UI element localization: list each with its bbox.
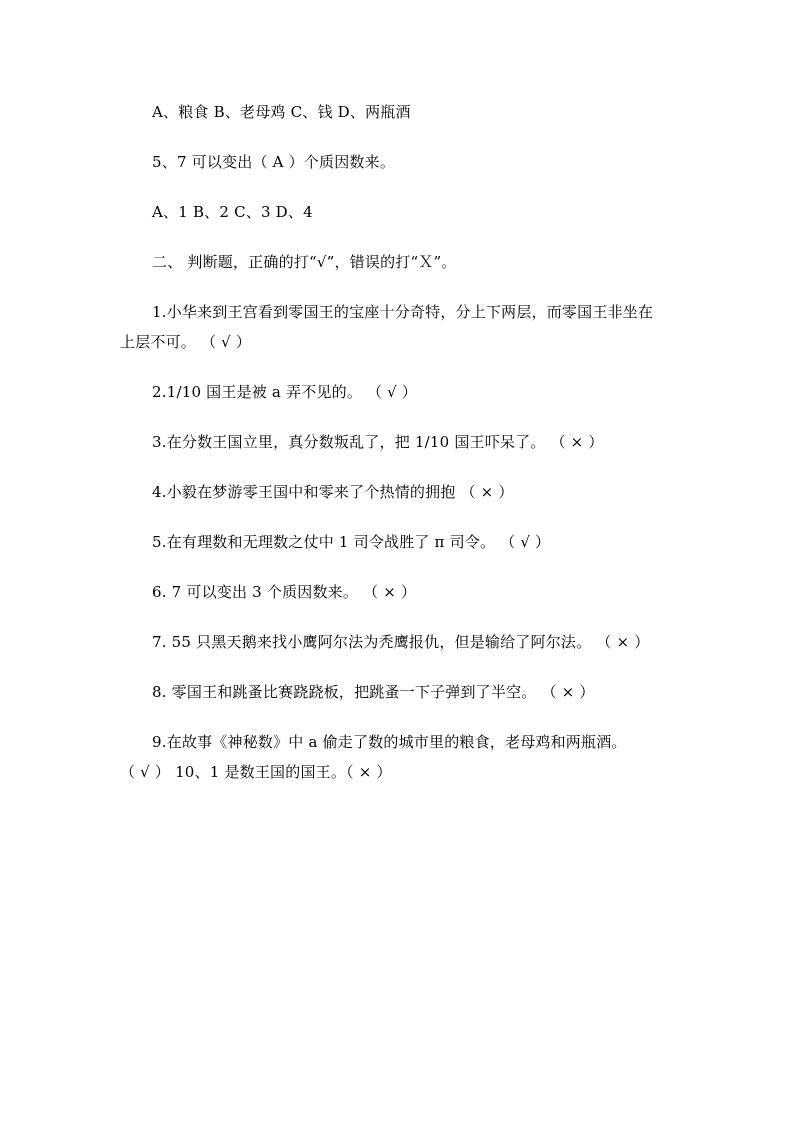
tf-item-5: 5.在有理数和无理数之仗中 1 司令战胜了 π 司令。 （ √ ） [152,533,551,551]
tf-item-3: 3.在分数王国立里，真分数叛乱了，把 1/10 国王吓呆了。 （ × ） [152,433,604,451]
tf-item-7: 7. 55 只黑天鹅来找小鹰阿尔法为秃鹰报仇，但是输给了阿尔法。 （ × ） [152,633,650,651]
tf-item-9-line-2: （ √ ） 10、1 是数王国的国王。（ × ） [120,763,392,781]
tf-item-9-line-1: 9.在故事《神秘数》中 a 偷走了数的城市里的粮食，老母鸡和两瓶酒。 [152,733,627,751]
tf-item-2: 2.1/10 国王是被 a 弄不见的。 （ √ ） [152,383,418,401]
section-2-heading: 二、 判断题，正确的打“√”，错误的打“Ｘ”。 [152,253,457,271]
question-5: 5、7 可以变出（ A ）个质因数来。 [152,153,396,171]
tf-item-1-line-2: 上层不可。 （ √ ） [120,333,252,351]
tf-item-6: 6. 7 可以变出 3 个质因数来。 （ × ） [152,583,417,601]
tf-item-4: 4.小毅在梦游零王国中和零来了个热情的拥抱 （ × ） [152,483,514,501]
tf-item-8: 8. 零国王和跳蚤比赛跷跷板，把跳蚤一下子弹到了半空。 （ × ） [152,683,595,701]
tf-item-1-line-1: 1.小华来到王宫看到零国王的宝座十分奇特，分上下两层，而零国王非坐在 [152,303,654,321]
question-5-options: A、1 B、2 C、3 D、4 [152,203,313,221]
question-4-options: A、粮食 B、老母鸡 C、钱 D、两瓶酒 [152,103,411,121]
